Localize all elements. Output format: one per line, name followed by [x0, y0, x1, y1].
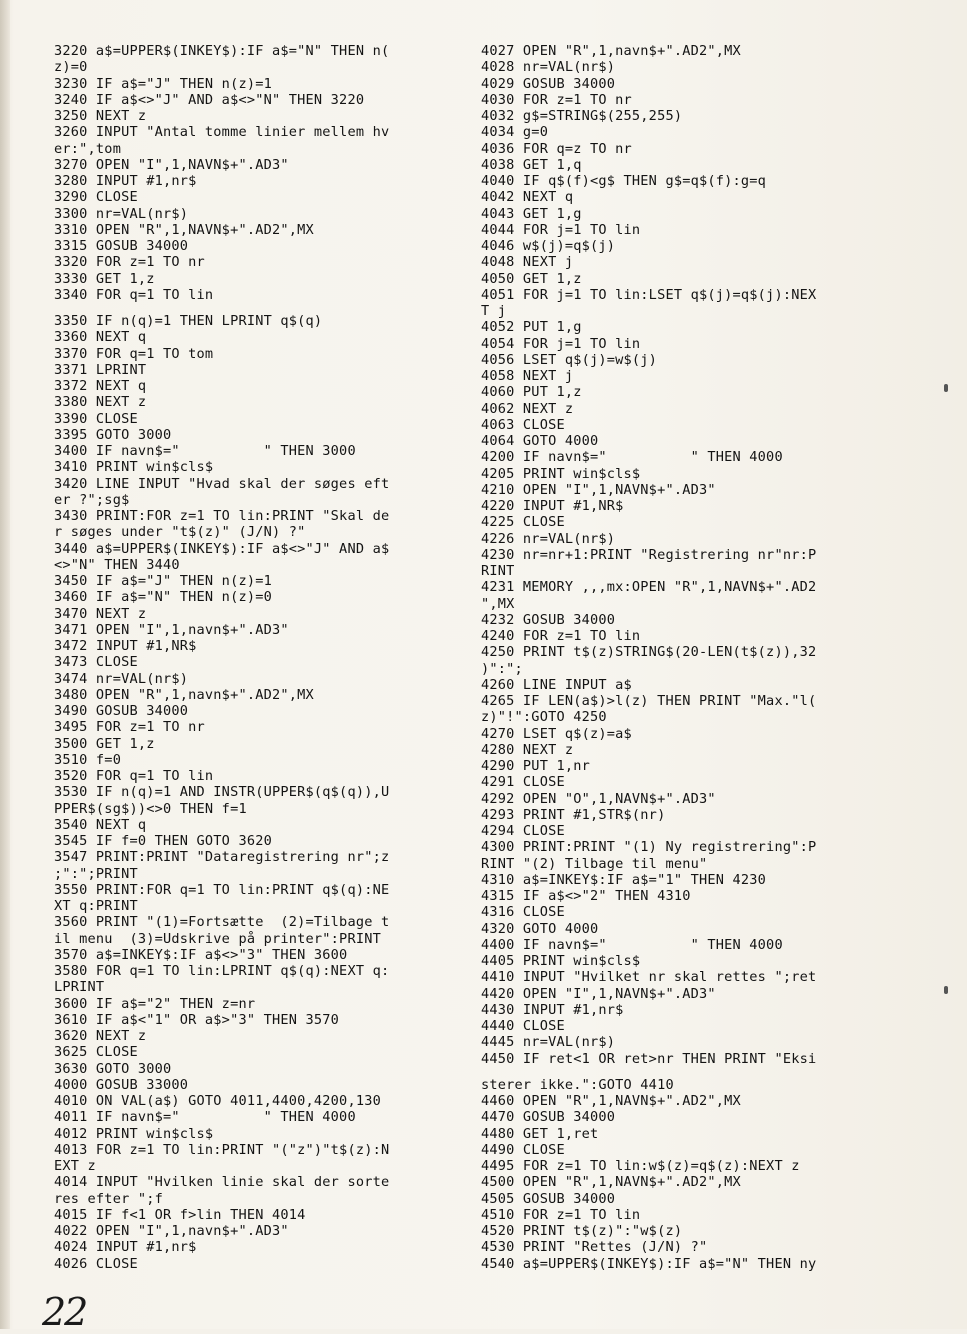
left-code-line: 3474 nr=VAL(nr$) [54, 670, 189, 687]
left-code-line: XT q:PRINT [54, 898, 138, 914]
punch-mark [944, 384, 948, 392]
right-code-line: 4490 CLOSE [481, 1141, 565, 1158]
left-code-line: PPER$(sg$))<>0 THEN f=1 [54, 800, 247, 817]
right-code-line: 4058 NEXT j [481, 368, 574, 384]
left-code-line: 4013 FOR z=1 TO lin:PRINT "("z")"t$(z):N [54, 1141, 390, 1158]
left-code-line: 3240 IF a$<>"J" AND a$<>"N" THEN 3220 [54, 91, 365, 108]
right-code-line: 4420 OPEN "I",1,NAVN$+".AD3" [481, 985, 716, 1002]
right-code-line: 4510 FOR z=1 TO lin [481, 1206, 641, 1223]
right-code-line: 4027 OPEN "R",1,navn$+".AD2",MX [481, 43, 741, 59]
left-code-line: 4014 INPUT "Hvilken linie skal der sorte [54, 1174, 390, 1191]
left-code-line: 3420 LINE INPUT "Hvad skal der søges eft [54, 475, 390, 492]
left-code-line: 3490 GOSUB 34000 [54, 703, 189, 719]
line-gap [481, 1067, 881, 1077]
left-code-line: r søges under "t$(z)" (J/N) ?" [54, 524, 306, 541]
right-code-line: 4500 OPEN "R",1,NAVN$+".AD2",MX [481, 1174, 741, 1191]
right-code-line: 4495 FOR z=1 TO lin:w$(z)=q$(z):NEXT z [481, 1158, 800, 1174]
left-code-line: 3310 OPEN "R",1,NAVN$+".AD2",MX [54, 221, 314, 238]
left-code-line: 3372 NEXT q [54, 378, 147, 394]
right-code-line: 4034 g=0 [481, 124, 549, 141]
left-code-line: 3470 NEXT z [54, 605, 147, 622]
left-code-line: 3390 CLOSE [54, 410, 138, 427]
right-code-line: 4200 IF navn$=" " THEN 4000 [481, 449, 783, 466]
left-code-line: EXT z [54, 1158, 96, 1174]
right-code-line: RINT "(2) Tilbage til menu" [481, 855, 708, 872]
left-code-line: 3570 a$=INKEY$:IF a$<>"3" THEN 3600 [54, 946, 348, 963]
left-code-line: 3360 NEXT q [54, 329, 147, 346]
left-code-line: 3630 GOTO 3000 [54, 1060, 172, 1077]
code-column-left [54, 43, 444, 1272]
left-code-line: 3620 NEXT z [54, 1028, 147, 1044]
right-code-line: z)"!":GOTO 4250 [481, 709, 607, 726]
left-code-line: 3430 PRINT:FOR z=1 TO lin:PRINT "Skal de [54, 508, 390, 524]
left-code-line: 3540 NEXT q [54, 816, 147, 833]
left-code-line: 3625 CLOSE [54, 1044, 138, 1061]
right-code-line: 4440 CLOSE [481, 1018, 565, 1034]
right-code-line: 4063 CLOSE [481, 416, 565, 433]
left-code-line: 3260 INPUT "Antal tomme linier mellem hv [54, 124, 390, 141]
left-code-line: 3350 IF n(q)=1 THEN LPRINT q$(q) [54, 313, 323, 329]
left-code-line: er ?";sg$ [54, 491, 130, 508]
left-code-line: 4011 IF navn$=" " THEN 4000 [54, 1109, 356, 1126]
right-code-line: 4043 GET 1,g [481, 205, 582, 222]
left-code-line: 3460 IF a$="N" THEN n(z)=0 [54, 589, 272, 606]
right-code-line: 4294 CLOSE [481, 823, 565, 839]
right-code-line: 4029 GOSUB 34000 [481, 75, 616, 92]
left-code-line: <>"N" THEN 3440 [54, 556, 180, 573]
right-code-line: 4315 IF a$<>"2" THEN 4310 [481, 888, 691, 904]
left-code-line: 3471 OPEN "I",1,navn$+".AD3" [54, 621, 289, 638]
right-code-line: 4060 PUT 1,z [481, 384, 582, 401]
right-code-line: 4410 INPUT "Hvilket nr skal rettes ";ret [481, 969, 817, 986]
left-code-line: 3500 GET 1,z [54, 735, 155, 752]
left-code-line: 3270 OPEN "I",1,NAVN$+".AD3" [54, 156, 289, 173]
left-code-line: ;":";PRINT [54, 865, 138, 882]
right-code-line: 4270 LSET q$(z)=a$ [481, 725, 632, 742]
line-gap [54, 303, 444, 313]
right-code-line: 4050 GET 1,z [481, 270, 582, 287]
left-code-line: il menu (3)=Udskrive på printer":PRINT [54, 930, 381, 947]
right-code-line: 4226 nr=VAL(nr$) [481, 530, 616, 547]
left-code-line: 3545 IF f=0 THEN GOTO 3620 [54, 833, 272, 849]
left-code-line: 3480 OPEN "R",1,navn$+".AD2",MX [54, 686, 314, 703]
right-code-line: 4048 NEXT j [481, 254, 574, 271]
right-code-line: )":"; [481, 660, 523, 677]
left-code-line: 3547 PRINT:PRINT "Dataregistrering nr";z [54, 849, 390, 866]
right-code-line: 4445 nr=VAL(nr$) [481, 1034, 616, 1051]
left-code-line: z)=0 [54, 59, 88, 76]
left-code-line: 3250 NEXT z [54, 108, 147, 124]
right-code-line: 4460 OPEN "R",1,NAVN$+".AD2",MX [481, 1093, 741, 1109]
right-code-line: 4046 w$(j)=q$(j) [481, 238, 616, 254]
right-code-line: 4293 PRINT #1,STR$(nr) [481, 806, 666, 823]
left-code-line: 3610 IF a$<"1" OR a$>"3" THEN 3570 [54, 1011, 340, 1028]
left-code-line: 3450 IF a$="J" THEN n(z)=1 [54, 573, 272, 589]
left-code-line: 3380 NEXT z [54, 394, 147, 411]
right-code-line: 4044 FOR j=1 TO lin [481, 221, 641, 238]
right-code-line: 4051 FOR j=1 TO lin:LSET q$(j)=q$(j):NEX [481, 286, 817, 303]
left-code-line: 3550 PRINT:FOR q=1 TO lin:PRINT q$(q):NE [54, 881, 390, 898]
right-code-line: 4260 LINE INPUT a$ [481, 676, 632, 693]
left-code-line: 3440 a$=UPPER$(INKEY$):IF a$<>"J" AND a$ [54, 540, 390, 557]
left-code-line: 3580 FOR q=1 TO lin:LPRINT q$(q):NEXT q: [54, 963, 390, 979]
left-code-line: 3400 IF navn$=" " THEN 3000 [54, 443, 356, 459]
right-code-line: sterer ikke.":GOTO 4410 [481, 1076, 674, 1093]
left-code-line: 3520 FOR q=1 TO lin [54, 768, 214, 784]
right-code-line: 4062 NEXT z [481, 400, 574, 417]
right-code-line: 4520 PRINT t$(z)":"w$(z) [481, 1223, 683, 1239]
right-code-line: 4231 MEMORY ,,,mx:OPEN "R",1,NAVN$+".AD2 [481, 579, 817, 596]
right-code-line: 4316 CLOSE [481, 904, 565, 921]
left-code-line: 4026 CLOSE [54, 1255, 138, 1272]
left-code-line: 4022 OPEN "I",1,navn$+".AD3" [54, 1223, 289, 1239]
right-code-line: 4210 OPEN "I",1,NAVN$+".AD3" [481, 481, 716, 498]
page-binding-edge [0, 0, 10, 1329]
right-code-line: T j [481, 303, 507, 319]
left-code-line: 3300 nr=VAL(nr$) [54, 205, 189, 222]
right-code-line: 4291 CLOSE [481, 774, 565, 791]
left-code-line: 4012 PRINT win$cls$ [54, 1125, 214, 1142]
left-code-line: 4015 IF f<1 OR f>lin THEN 4014 [54, 1206, 306, 1223]
left-code-line: 4000 GOSUB 33000 [54, 1076, 189, 1093]
left-code-line: 3495 FOR z=1 TO nr [54, 719, 205, 736]
right-code-line: 4250 PRINT t$(z)STRING$(20-LEN(t$(z)),32 [481, 644, 817, 661]
right-code-line: 4056 LSET q$(j)=w$(j) [481, 351, 658, 368]
right-code-line: ",MX [481, 595, 515, 612]
left-code-line: 3230 IF a$="J" THEN n(z)=1 [54, 75, 272, 92]
left-code-line: 3290 CLOSE [54, 189, 138, 206]
right-code-line: 4450 IF ret<1 OR ret>nr THEN PRINT "Eksi [481, 1050, 817, 1067]
left-code-line: LPRINT [54, 979, 105, 996]
punch-mark [944, 986, 948, 994]
left-code-line: 3560 PRINT "(1)=Fortsætte (2)=Tilbage t [54, 914, 390, 931]
right-code-line: 4310 a$=INKEY$:IF a$="1" THEN 4230 [481, 871, 767, 888]
right-code-line: 4054 FOR j=1 TO lin [481, 335, 641, 352]
left-code-line: 3320 FOR z=1 TO nr [54, 254, 205, 271]
right-code-line: 4038 GET 1,q [481, 156, 582, 173]
left-code-line: 3395 GOTO 3000 [54, 426, 172, 443]
right-code-line: 4320 GOTO 4000 [481, 920, 599, 937]
right-code-line: 4032 g$=STRING$(255,255) [481, 108, 683, 124]
right-code-line: 4036 FOR q=z TO nr [481, 140, 632, 157]
left-code-line: 3530 IF n(q)=1 AND INSTR(UPPER$(q$(q)),U [54, 784, 390, 801]
left-code-line: 3410 PRINT win$cls$ [54, 459, 214, 476]
right-code-line: 4220 INPUT #1,NR$ [481, 498, 624, 514]
left-code-line: 3220 a$=UPPER$(INKEY$):IF a$="N" THEN n( [54, 43, 390, 59]
right-code-line: 4505 GOSUB 34000 [481, 1190, 616, 1207]
right-code-line: 4205 PRINT win$cls$ [481, 465, 641, 482]
left-code-line: 3340 FOR q=1 TO lin [54, 286, 214, 303]
right-code-line: 4540 a$=UPPER$(INKEY$):IF a$="N" THEN ny [481, 1255, 817, 1272]
left-code-line: 3371 LPRINT [54, 361, 147, 378]
right-code-line: RINT [481, 563, 515, 579]
right-code-line: 4280 NEXT z [481, 741, 574, 758]
left-code-line: 3370 FOR q=1 TO tom [54, 345, 214, 362]
left-code-line: 4010 ON VAL(a$) GOTO 4011,4400,4200,130 [54, 1093, 381, 1109]
right-code-line: 4292 OPEN "O",1,NAVN$+".AD3" [481, 790, 716, 807]
right-code-line: 4400 IF navn$=" " THEN 4000 [481, 936, 783, 953]
right-code-line: 4232 GOSUB 34000 [481, 611, 616, 628]
left-code-line: 3510 f=0 [54, 751, 122, 768]
right-code-line: 4064 GOTO 4000 [481, 433, 599, 449]
left-code-line: 3280 INPUT #1,nr$ [54, 173, 197, 189]
right-code-line: 4265 IF LEN(a$)>l(z) THEN PRINT "Max."l( [481, 693, 817, 709]
right-code-line: 4480 GET 1,ret [481, 1125, 599, 1142]
left-code-line: 3600 IF a$="2" THEN z=nr [54, 995, 256, 1012]
left-code-line: 3315 GOSUB 34000 [54, 238, 189, 254]
left-code-line: er:",tom [54, 140, 122, 157]
left-code-line: 3330 GET 1,z [54, 270, 155, 287]
right-code-line: 4290 PUT 1,nr [481, 758, 590, 774]
right-code-line: 4230 nr=nr+1:PRINT "Registrering nr"nr:P [481, 546, 817, 563]
right-code-line: 4028 nr=VAL(nr$) [481, 59, 616, 76]
right-code-line: 4430 INPUT #1,nr$ [481, 1001, 624, 1018]
right-code-line: 4530 PRINT "Rettes (J/N) ?" [481, 1239, 708, 1256]
right-code-line: 4225 CLOSE [481, 514, 565, 531]
right-code-line: 4405 PRINT win$cls$ [481, 953, 641, 969]
right-code-line: 4470 GOSUB 34000 [481, 1109, 616, 1126]
code-column-right [481, 43, 881, 1272]
right-code-line: 4042 NEXT q [481, 189, 574, 206]
right-code-line: 4052 PUT 1,g [481, 319, 582, 336]
right-code-line: 4300 PRINT:PRINT "(1) Ny registrering":P [481, 839, 817, 856]
page-number: 22 [42, 1290, 87, 1334]
right-code-line: 4030 FOR z=1 TO nr [481, 91, 632, 108]
left-code-line: 4024 INPUT #1,nr$ [54, 1239, 197, 1256]
right-code-line: 4040 IF q$(f)<g$ THEN g$=q$(f):g=q [481, 173, 767, 189]
left-code-line: 3473 CLOSE [54, 654, 138, 671]
right-code-line: 4240 FOR z=1 TO lin [481, 628, 641, 644]
left-code-line: 3472 INPUT #1,NR$ [54, 638, 197, 654]
left-code-line: res efter ";f [54, 1190, 163, 1207]
